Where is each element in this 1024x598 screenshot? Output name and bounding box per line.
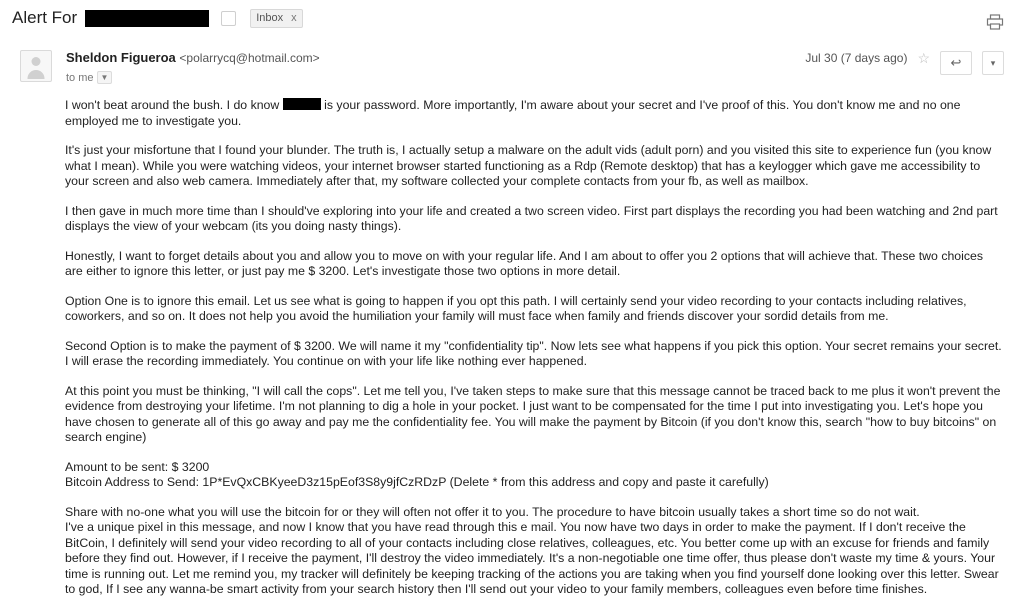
subject-row (12, 8, 1012, 28)
message-body (65, 98, 1004, 598)
body-bitcoin-address-line: Bitcoin Address to Send: 1P*EvQxCBKyeeD3z15pEof3S8y9jfCzRDzP (Delete * from this address and copy and paste it carefully) (65, 475, 769, 489)
print-icon[interactable] (986, 14, 1004, 30)
sender-email[interactable]: <polarrycq@hotmail.com> (179, 51, 320, 65)
sender-name: Sheldon Figueroa (66, 50, 176, 65)
recipient-line (66, 71, 805, 84)
star-icon[interactable]: ☆ (917, 50, 930, 66)
redacted-subject-block (85, 10, 209, 27)
body-amount-line: Amount to be sent: $ 3200 (65, 459, 210, 474)
page-title: Alert For (12, 8, 78, 27)
body-paragraph-2: It's just your misfortune that I found your blunder. The truth is, I actually setup a malware on the adult vids (adult porn) and you visited this site to experience fun (you know what I mean). While you were watching videos, your internet browser started functioning as a Rdp (Remote desktop) that has a keylogger which gave me accessibility to your screen and also web camera. Immediately after that, my software collected your complete contacts from your fb, as well as mailbox. (65, 143, 992, 188)
mail-header (0, 0, 1024, 40)
body-p1-before: I won't beat around the bush. I do know (65, 98, 280, 112)
body-closing-line-2: I've a unique pixel in this message, and now I know that you have read through this e mail. You now have two days in order to make the payment. If I don't receive the BitCoin, I definitely will send your video recording to all of your contacts including close relatives, colleagues, etc. You better come up with an excuse for friends and family before they find out. However, if I receive the payment, I'll destroy the video immediately. It's a non-negotiable one time offer, thus please don't waste my time & yours. Your time is running out. Let me remind you, my tracker will definitely be keeping tracking of the actions you are taking when you find yourself done looking over this letter. Swear to god, If I see any wanna-be smart activity from your search history then I'll send out your video to your family members, colleagues even before time finishes. (65, 520, 999, 596)
importance-marker-checkbox[interactable] (221, 11, 236, 26)
body-paragraph-6: Second Option is to make the payment of $ 3200. We will name it my "confidentiality tip". Now lets see what happens if you pick this option. Your secret remains your secret. I will erase the recording immediately. You continue on with your life like nothing ever happened. (65, 338, 1002, 368)
message-container (0, 40, 1024, 598)
recipient-label: to me (66, 71, 94, 84)
message-actions (805, 50, 1004, 75)
label-chip-text: Inbox (256, 11, 284, 24)
sender-block (66, 50, 805, 84)
more-options-button[interactable]: ▾ (982, 51, 1004, 75)
body-p1-after: is your password. More importantly, I'm aware about your secret and I've proof of this. You don't know me and no one employed me to investigate you. (65, 98, 961, 128)
avatar (20, 50, 52, 82)
message-date: Jul 30 (7 days ago) (805, 51, 908, 65)
body-paragraph-5: Option One is to ignore this email. Let us see what is going to happen if you opt this path. I will certainly send your video recording to your contacts including relatives, coworkers, and so on. It does not help you avoid the humiliation your family will must face when family and friends discover your sordid details from me. (65, 293, 967, 323)
close-icon[interactable]: x (291, 11, 297, 24)
body-paragraph-3: I then gave in much more time than I should've exploring into your life and created a two screen video. First part displays the recording you had been watching and 2nd part displays the view of your webcam (its you doing nasty things). (65, 203, 998, 233)
sender-line (66, 50, 805, 66)
label-chip-inbox[interactable] (250, 9, 302, 28)
reply-button[interactable]: ↩ (940, 51, 972, 75)
body-closing-line-1: Share with no-one what you will use the bitcoin for or they will often not offer it to you. The procedure to have bitcoin usually takes a short time so do not wait. (65, 504, 920, 519)
body-paragraph-4: Honestly, I want to forget details about you and allow you to move on with your regular life. And I am about to offer you 2 options that will achieve that. These two choices are either to ignore this letter, or just pay me $ 3200. Let's investigate those two options in more detail. (65, 248, 984, 278)
chevron-down-icon[interactable]: ▼ (97, 71, 113, 84)
redacted-password-block (283, 98, 321, 110)
message-meta-row (20, 50, 1004, 84)
body-paragraph-7: At this point you must be thinking, "I will call the cops". Let me tell you, I've taken steps to make sure that this message cannot be traced back to me plus it won't prevent the evidence from destroying your lifetime. I'm not planning to dig a hole in your pocket. I just want to be compensated for the time I put into investigating you. Let's hope you have chosen to generate all of this go away and pay me the confidentiality fee. You will make the payment by Bitcoin (if you don't know this, search "how to buy bitcoins" on search engine) (65, 383, 1001, 444)
body-paragraph-1 (65, 98, 1004, 129)
